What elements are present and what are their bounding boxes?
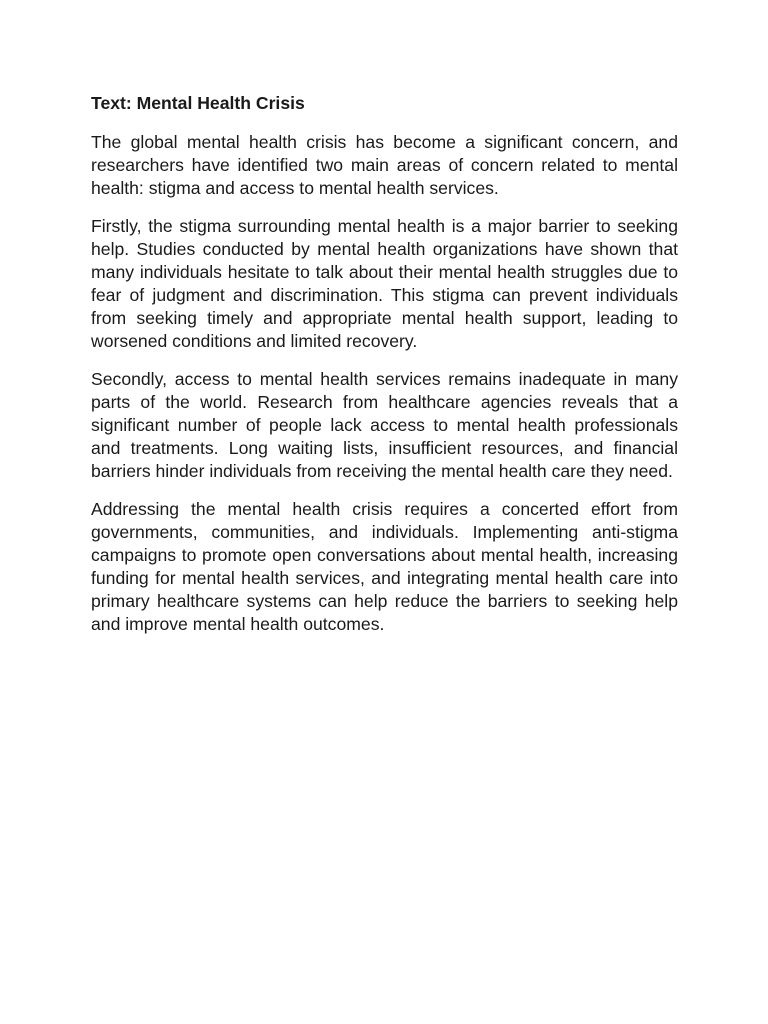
paragraph-access: Secondly, access to mental health services remains inadequate in many parts of the world. Research from healthcare agencies reveals that a significant number of people lack access to mental health professionals and treatments. Long waiting lists, insufficient resources, and financial barriers hinder individuals from receiving the mental health care they need. — [91, 369, 678, 481]
document-title: Text: Mental Health Crisis — [91, 93, 305, 113]
paragraph-addressing: Addressing the mental health crisis requires a concerted effort from governments, communities, and individuals. Implementing anti-stigma campaigns to promote open conversations about mental health, increasing funding for mental health services, and integrating mental health care into primary healthcare systems can help reduce the barriers to seeking help and improve mental health outcomes. — [91, 499, 678, 634]
paragraph-stigma: Firstly, the stigma surrounding mental health is a major barrier to seeking help. Studies conducted by mental health organizations have shown that many individuals hesitate to talk about their mental health struggles due to fear of judgment and discrimination. This stigma can prevent individuals from seeking timely and appropriate mental health support, leading to worsened conditions and limited recovery. — [91, 216, 678, 351]
document-body — [91, 92, 678, 651]
paragraph-intro: The global mental health crisis has become a significant concern, and researchers have identified two main areas of concern related to mental health: stigma and access to mental health services. — [91, 132, 678, 198]
